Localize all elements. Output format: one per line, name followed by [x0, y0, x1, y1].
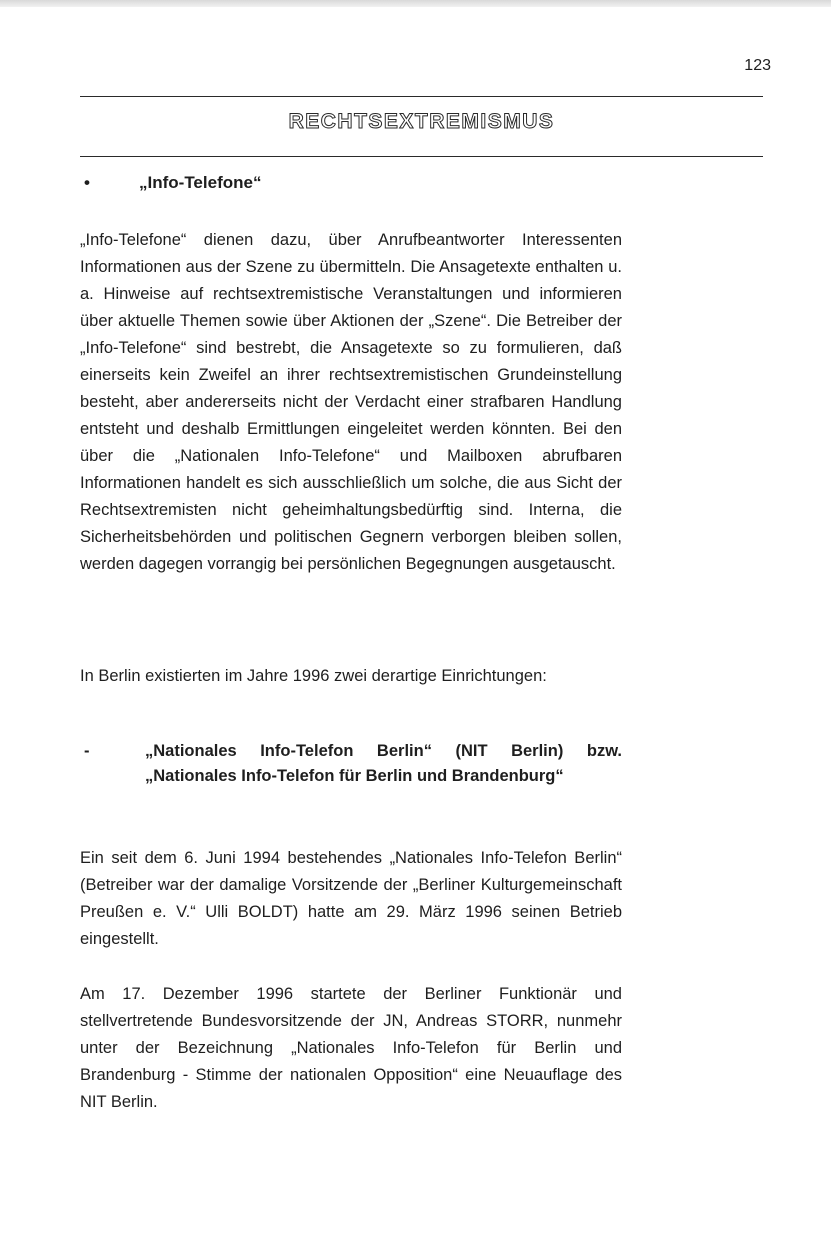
section-title: „Info-Telefone“	[139, 173, 262, 192]
paragraph-intro: „Info-Telefone“ dienen dazu, über Anrufbeantworter Interessenten Informationen aus der Szene zu übermitteln. Die Ansagetexte enthalten u. a. Hinweise auf rechtsextremistische Veranstaltungen und informieren über aktuelle Themen sowie über Aktionen der „Szene“. Die Betreiber der „Info-Telefone“ sind bestrebt, die Ansagetexte so zu formulieren, daß einerseits kein Zweifel an ihrer rechtsextremistischen Grundeinstellung besteht, aber andererseits nicht der Verdacht einer strafbaren Handlung entsteht und deshalb Ermittlungen eingeleitet werden könnten. Bei den über die „Nationalen Info-Telefone“ und Mailboxen abrufbaren Informationen handelt es sich ausschließlich um solche, die aus Sicht der Rechtsextremisten nicht geheimhaltungsbedürftig sind. Interna, die Sicherheitsbehörden und politischen Gegnern verborgen bleiben sollen, werden dagegen vorrangig bei persönlichen Begegnungen ausgetauscht.	[80, 231, 622, 573]
section-heading	[84, 173, 261, 193]
bullet-icon: •	[84, 173, 90, 192]
header-rule-bottom	[80, 156, 763, 157]
page-number: 123	[744, 57, 771, 74]
subsection-heading	[84, 739, 622, 789]
running-header: RECHTSEXTREMISMUS	[288, 110, 555, 133]
subsection-title: „Nationales Info-Telefon Berlin“ (NIT Berlin) bzw. „Nationales Info-Telefon für Berlin und Brandenburg“	[145, 742, 622, 785]
dash-marker: -	[84, 742, 90, 760]
paragraph-nit-history: Ein seit dem 6. Juni 1994 bestehendes „Nationales Info-Telefon Berlin“ (Betreiber war der damalige Vorsitzende der „Berliner Kulturgemeinschaft Preußen e. V.“ Ulli BOLDT) hatte am 29. März 1996 seinen Betrieb eingestellt.	[80, 849, 622, 948]
scan-edge	[0, 0, 831, 7]
header-rule-top	[80, 96, 763, 97]
paragraph-nit-relaunch: Am 17. Dezember 1996 startete der Berliner Funktionär und stellvertretende Bundesvorsitzende der JN, Andreas STORR, nunmehr unter der Bezeichnung „Nationales Info-Telefon für Berlin und Brandenburg - Stimme der nationalen Opposition“ eine Neuauflage des NIT Berlin.	[80, 985, 622, 1111]
paragraph-berlin: In Berlin existierten im Jahre 1996 zwei derartige Einrichtungen:	[80, 667, 547, 685]
